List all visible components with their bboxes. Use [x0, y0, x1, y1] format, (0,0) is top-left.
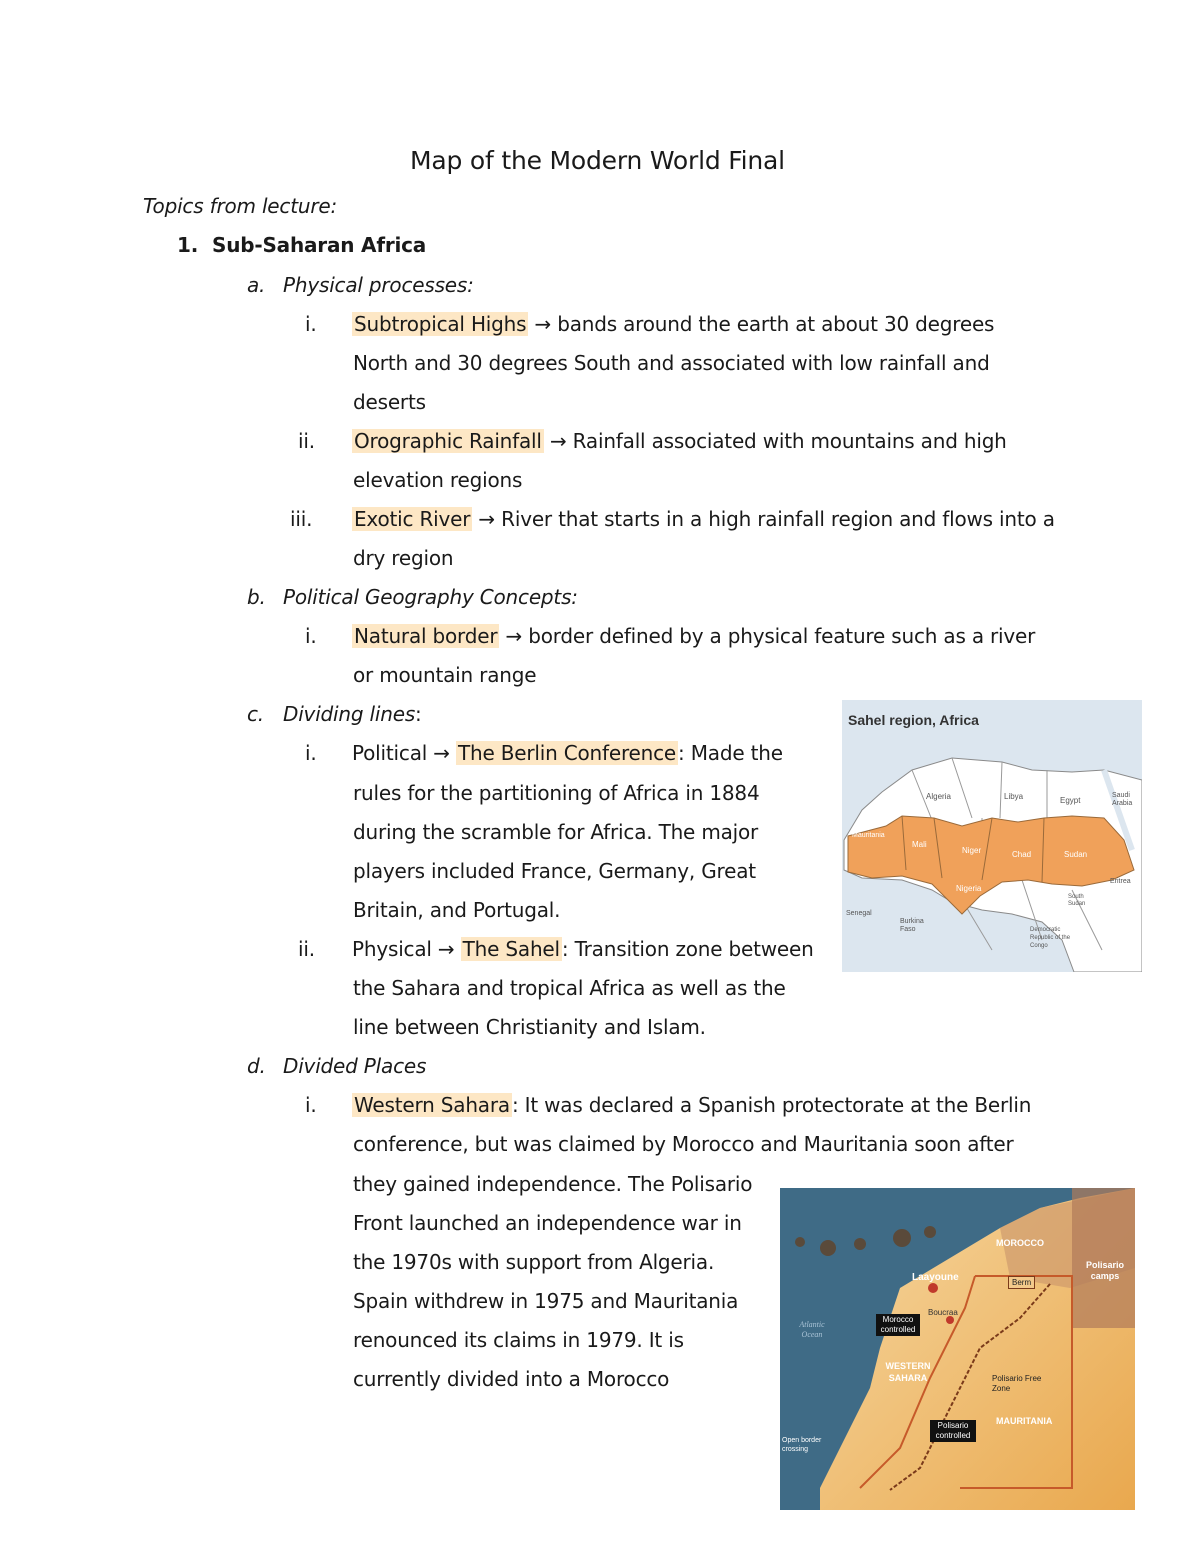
list-item-text: [352, 623, 1035, 649]
list-marker: i.: [305, 1093, 317, 1117]
map-label-morocco: MOROCCO: [996, 1238, 1044, 1248]
map-label-south-sudan: South Sudan: [1068, 894, 1086, 907]
map-label-libya: Libya: [1004, 792, 1024, 801]
map-label-western-sahara: WESTERN SAHARA: [885, 1361, 931, 1383]
western-sahara-map-image: [780, 1188, 1135, 1510]
subsection-heading: Political Geography Concepts:: [283, 585, 578, 609]
definition-text: line between Christianity and Islam.: [353, 1015, 706, 1039]
definition-text: North and 30 degrees South and associated with low rainfall and: [353, 351, 990, 375]
list-marker: i.: [305, 741, 317, 765]
list-item-text: [352, 936, 814, 962]
list-item-text: [352, 506, 1055, 532]
highlighted-term: The Sahel: [462, 937, 560, 961]
map-label-burkina-faso: Burkina Faso: [900, 918, 924, 933]
list-marker: c.: [247, 702, 264, 726]
map-label-boucraa: Boucraa: [928, 1308, 958, 1317]
definition-text: the 1970s with support from Algeria.: [353, 1250, 715, 1274]
map-label-nigeria: Nigeria: [956, 884, 982, 893]
definition-text: currently divided into a Morocco: [353, 1367, 670, 1391]
highlighted-term: Orographic Rainfall: [354, 429, 542, 453]
map-label-berm: Berm: [1008, 1276, 1035, 1289]
list-marker: iii.: [290, 507, 313, 531]
section-heading: Sub-Saharan Africa: [212, 233, 427, 257]
page-title: Map of the Modern World Final: [410, 146, 785, 175]
laayoune-marker: [928, 1283, 938, 1293]
definition-text: renounced its claims in 1979. It is: [353, 1328, 684, 1352]
definition-text: conference, but was claimed by Morocco and Mauritania soon after: [353, 1132, 1014, 1156]
definition-text: elevation regions: [353, 468, 523, 492]
map-label-sudan: Sudan: [1064, 850, 1088, 859]
subtitle: Topics from lecture:: [143, 194, 337, 218]
definition-text: Britain, and Portugal.: [353, 898, 561, 922]
subsection-heading: Divided Places: [283, 1054, 427, 1078]
western-sahara-map-svg: [780, 1188, 1135, 1510]
map-label-mali: Mali: [912, 840, 927, 849]
list-marker: i.: [305, 624, 317, 648]
definition-text: : Transition zone between: [561, 937, 814, 961]
list-marker: ii.: [298, 937, 315, 961]
category-prefix: Political →: [352, 741, 456, 765]
list-marker: b.: [247, 585, 266, 609]
definition-text: → border defined by a physical feature such as a river: [499, 624, 1036, 648]
subsection-heading-line: [283, 701, 422, 727]
sahel-map-title: Sahel region, Africa: [848, 712, 979, 728]
subsection-heading: Physical processes:: [283, 273, 474, 297]
definition-text: → Rainfall associated with mountains and high: [543, 429, 1007, 453]
heading-colon: :: [415, 702, 422, 726]
island: [854, 1238, 866, 1250]
highlighted-term: The Berlin Conference: [457, 741, 677, 765]
map-label-niger: Niger: [962, 846, 982, 855]
map-label-saudi-arabia: Saudi Arabia: [1112, 792, 1133, 807]
map-label-egypt: Egypt: [1060, 796, 1081, 805]
island: [924, 1226, 936, 1238]
definition-text: → bands around the earth at about 30 degrees: [528, 312, 995, 336]
section-number: 1.: [177, 233, 199, 257]
boucraa-marker: [946, 1316, 954, 1324]
sahel-map-image: [842, 700, 1142, 972]
map-label-polisario-controlled: Polisario controlled: [930, 1420, 976, 1442]
list-item-text: [352, 428, 1007, 454]
list-marker: i.: [305, 312, 317, 336]
definition-text: they gained independence. The Polisario: [353, 1172, 753, 1196]
polisario-camps-area: [1072, 1188, 1135, 1328]
category-prefix: Physical →: [352, 937, 461, 961]
map-label-polisario-free-zone: Polisario Free Zone: [992, 1374, 1042, 1393]
map-label-chad: Chad: [1012, 850, 1032, 859]
map-label-mauritania: Mauritania: [852, 832, 885, 839]
definition-text: dry region: [353, 546, 454, 570]
definition-text: players included France, Germany, Great: [353, 859, 756, 883]
island: [893, 1229, 911, 1247]
highlighted-term: Natural border: [354, 624, 498, 648]
map-label-senegal: Senegal: [846, 910, 872, 917]
sahel-map-svg: [842, 700, 1142, 972]
map-label-morocco-controlled: Morocco controlled: [876, 1314, 920, 1336]
subsection-heading: Dividing lines: [283, 702, 416, 726]
definition-text: rules for the partitioning of Africa in 1884: [353, 781, 760, 805]
island: [820, 1240, 836, 1256]
definition-text: : Made the: [678, 741, 783, 765]
list-marker: d.: [247, 1054, 266, 1078]
list-marker: a.: [247, 273, 266, 297]
map-label-mauritania: MAURITANIA: [996, 1416, 1053, 1426]
list-item-text: [352, 740, 783, 766]
map-label-atlantic-ocean: Atlantic Ocean: [799, 1320, 825, 1339]
list-item-text: [352, 311, 994, 337]
map-label-eritrea: Eritrea: [1110, 878, 1131, 885]
definition-text: or mountain range: [353, 663, 537, 687]
definition-text: → River that starts in a high rainfall region and flows into a: [472, 507, 1055, 531]
definition-text: Front launched an independence war in: [353, 1211, 742, 1235]
map-label-open-border-crossing: Open border crossing: [782, 1437, 822, 1453]
list-marker: ii.: [298, 429, 315, 453]
definition-text: : It was declared a Spanish protectorate at the Berlin: [511, 1093, 1032, 1117]
map-label-drc: Democratic Republic of the Congo: [1030, 927, 1071, 949]
map-label-laayoune: Laayoune: [912, 1272, 959, 1283]
island: [795, 1237, 805, 1247]
list-item-text: [352, 1092, 1031, 1118]
highlighted-term: Exotic River: [354, 507, 471, 531]
highlighted-term: Subtropical Highs: [354, 312, 527, 336]
definition-text: the Sahara and tropical Africa as well as the: [353, 976, 786, 1000]
highlighted-term: Western Sahara: [354, 1093, 510, 1117]
definition-text: deserts: [353, 390, 426, 414]
map-label-polisario-camps: Polisario camps: [1085, 1260, 1124, 1281]
map-label-algeria: Algeria: [926, 792, 951, 801]
definition-text: Spain withdrew in 1975 and Mauritania: [353, 1289, 739, 1313]
definition-text: during the scramble for Africa. The major: [353, 820, 759, 844]
